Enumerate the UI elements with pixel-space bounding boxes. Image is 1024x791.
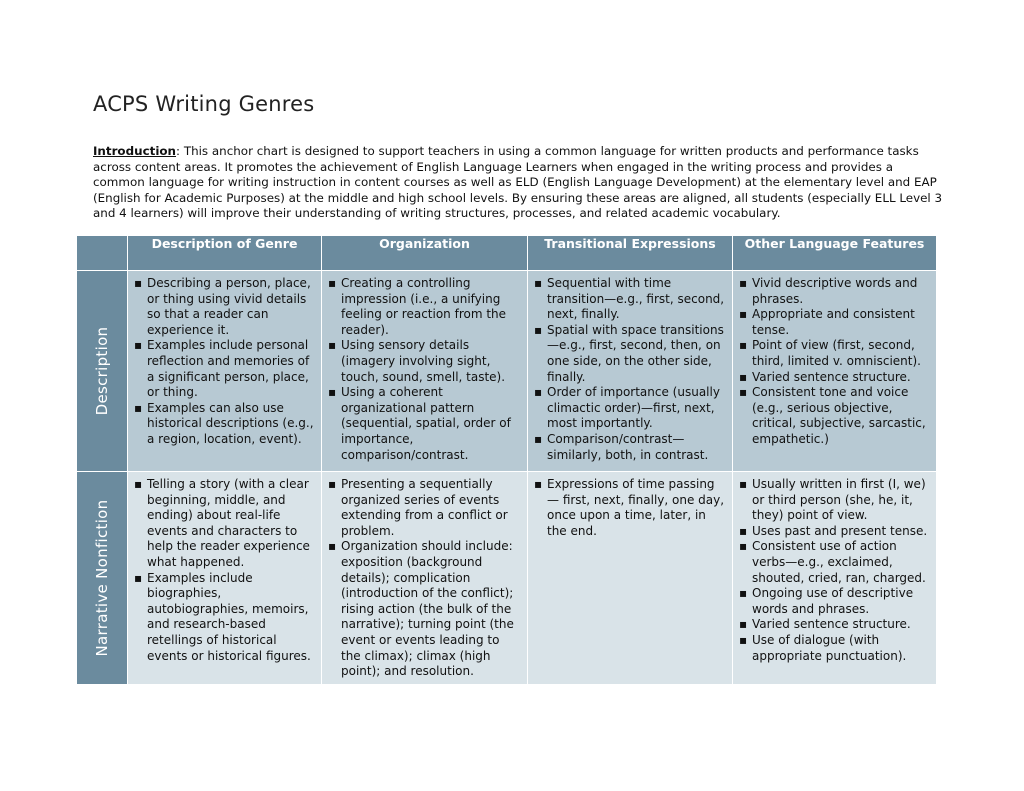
header-description-of-genre: Description of Genre (128, 236, 322, 271)
table-cell (528, 271, 733, 472)
list-item: ▪ Telling a story (with a clear beginning, middle, and ending) about real-life events and characters to help the reader experience what happened. (134, 477, 315, 571)
list-item: ▪ Consistent use of action verbs—e.g., exclaimed, shouted, cried, ran, charged. (739, 539, 930, 586)
table-cell (528, 472, 733, 685)
list-item: ▪ Expressions of time passing— first, next, finally, one day, once upon a time, later, in the end. (534, 477, 726, 539)
list-item: ▪ Examples include biographies, autobiographies, memoirs, and research-based retellings of historical events or historical figures. (134, 571, 315, 665)
intro-lead: Introduction (93, 144, 177, 158)
bullet-list (733, 472, 936, 668)
header-other-language-features: Other Language Features (733, 236, 937, 271)
list-item: ▪ Sequential with time transition—e.g., first, second, next, finally. (534, 276, 726, 323)
bullet-list (322, 271, 527, 467)
row-label: Description (93, 326, 111, 416)
list-item: ▪ Comparison/contrast— similarly, both, in contrast. (534, 432, 726, 463)
list-item: ▪ Varied sentence structure. (739, 370, 930, 386)
intro-text: : This anchor chart is designed to support teachers in using a common language for written products and performance tasks across content areas. It promotes the achievement of English Language Learners when engaged in the writing process and provides a common language for writing instruction in content courses as well as ELD (English Language Development) at the elementary level and EAP (English for Academic Purposes) at the middle and high school levels. By ensuring these areas are aligned, all students (especially ELL Level 3 and 4 learners) will improve their understanding of writing structures, processes, and related academic vocabulary. (93, 144, 943, 221)
list-item: ▪ Vivid descriptive words and phrases. (739, 276, 930, 307)
bullet-list (322, 472, 527, 684)
list-item: ▪ Examples can also use historical descriptions (e.g., a region, location, event). (134, 401, 315, 448)
header-row (77, 236, 937, 271)
list-item: ▪ Using sensory details (imagery involving sight, touch, sound, smell, taste). (328, 338, 521, 385)
list-item: ▪ Usually written in first (I, we) or third person (she, he, it, they) point of view. (739, 477, 930, 524)
list-item: ▪ Use of dialogue (with appropriate punctuation). (739, 633, 930, 664)
list-item: ▪ Organization should include: exposition (background details); complication (introduction of the conflict); rising action (the bulk of the narrative); turning point (the event or events leading to the climax); climax (high point); and resolution. (328, 539, 521, 679)
list-item: ▪ Describing a person, place, or thing using vivid details so that a reader can experience it. (134, 276, 315, 338)
row-label-cell (77, 472, 128, 685)
table-row (77, 271, 937, 472)
genres-table (76, 235, 937, 685)
list-item: ▪ Consistent tone and voice (e.g., serious objective, critical, subjective, sarcastic, empathetic.) (739, 385, 930, 447)
bullet-list (528, 472, 732, 543)
row-label: Narrative Nonfiction (93, 499, 111, 657)
table-cell (128, 472, 322, 685)
bullet-list (128, 271, 321, 452)
list-item: ▪ Ongoing use of descriptive words and phrases. (739, 586, 930, 617)
table-cell (322, 271, 528, 472)
list-item: ▪ Examples include personal reflection and memories of a significant person, place, or thing. (134, 338, 315, 400)
bullet-list (128, 472, 321, 668)
list-item: ▪ Creating a controlling impression (i.e., a unifying feeling or reaction from the reader). (328, 276, 521, 338)
table-cell (733, 271, 937, 472)
table-cell (733, 472, 937, 685)
bullet-list (528, 271, 732, 467)
corner-cell (77, 236, 128, 271)
list-item: ▪ Uses past and present tense. (739, 524, 930, 540)
list-item: ▪ Varied sentence structure. (739, 617, 930, 633)
header-organization: Organization (322, 236, 528, 271)
row-label-cell (77, 271, 128, 472)
list-item: ▪ Point of view (first, second, third, limited v. omniscient). (739, 338, 930, 369)
list-item: ▪ Using a coherent organizational pattern (sequential, spatial, order of importance, comparison/contrast. (328, 385, 521, 463)
list-item: ▪ Order of importance (usually climactic order)—first, next, most importantly. (534, 385, 726, 432)
header-transitional-expressions: Transitional Expressions (528, 236, 733, 271)
table-cell (322, 472, 528, 685)
page-title: ACPS Writing Genres (93, 92, 315, 116)
table-row (77, 472, 937, 685)
list-item: ▪ Spatial with space transitions—e.g., first, second, then, on one side, on the other side, finally. (534, 323, 726, 385)
list-item: ▪ Appropriate and consistent tense. (739, 307, 930, 338)
list-item: ▪ Presenting a sequentially organized series of events extending from a conflict or problem. (328, 477, 521, 539)
introduction-paragraph (93, 144, 945, 222)
bullet-list (733, 271, 936, 452)
table-cell (128, 271, 322, 472)
